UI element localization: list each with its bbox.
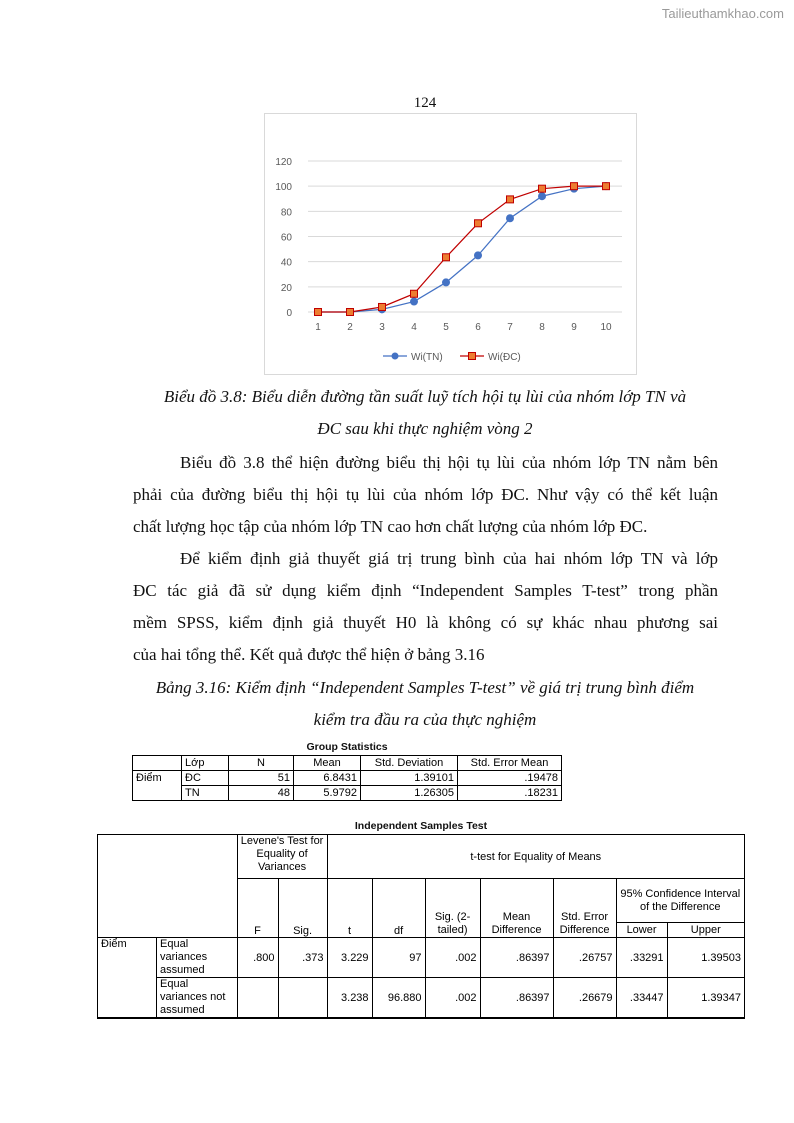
col-t: t xyxy=(327,879,372,938)
x-tick-label: 6 xyxy=(475,322,481,333)
ci-header: 95% Confidence Interval of the Difference xyxy=(616,879,744,923)
group-stats-row-tn xyxy=(133,786,562,801)
cell-se-diff: .26757 xyxy=(553,938,616,978)
group-stats-row-label: Điểm xyxy=(133,771,182,786)
y-tick-label: 60 xyxy=(280,232,292,244)
figure-caption xyxy=(120,381,730,445)
series-point-0 xyxy=(475,252,482,259)
col-sig: Sig. xyxy=(278,879,327,938)
ind-test-row-not-assumed-label: Equal variances not assumed xyxy=(157,978,238,1019)
series-point-1 xyxy=(507,196,514,203)
cell-lower: .33447 xyxy=(616,978,667,1019)
col-upper: Upper xyxy=(667,923,744,938)
cell-upper: 1.39503 xyxy=(667,938,744,978)
group-stats-header-se: Std. Error Mean xyxy=(458,756,562,771)
levene-header: Levene's Test for Equality of Variances xyxy=(237,835,327,879)
cell-df: 96.880 xyxy=(372,978,425,1019)
group-stats-header-lop: Lớp xyxy=(182,756,229,771)
group-stats-cell-sd: 1.39101 xyxy=(361,771,458,786)
paragraph-2-line4: của hai tổng thể. Kết quả được thể hiện ở bảng 3.16 xyxy=(133,645,485,664)
x-tick-label: 1 xyxy=(315,322,321,333)
ind-test-row-not-assumed xyxy=(98,978,745,1019)
legend-marker xyxy=(469,353,476,360)
figure-caption-line2: ĐC sau khi thực nghiệm vòng 2 xyxy=(317,419,533,438)
ind-test-title: Independent Samples Test xyxy=(354,820,488,832)
cell-t: 3.238 xyxy=(327,978,372,1019)
group-stats-cell-se: .19478 xyxy=(458,771,562,786)
series-point-1 xyxy=(379,303,386,310)
ind-test-header-row-1 xyxy=(98,835,745,879)
cell-sig xyxy=(278,978,327,1019)
paragraph-1-line3: chất lượng học tập của nhóm lớp TN cao hơn chất lượng của nhóm lớp ĐC. xyxy=(133,517,648,536)
group-stats-title: Group Statistics xyxy=(306,741,388,753)
cell-sig2: .002 xyxy=(425,978,480,1019)
y-tick-label: 20 xyxy=(280,282,292,294)
paragraph-1-line1: Biểu đồ 3.8 thể hiện đường biểu thị hội tụ lùi của nhóm lớp TN nằm bên xyxy=(180,453,718,472)
figure-caption-line1: Biểu đồ 3.8: Biểu diễn đường tần suất luỹ tích hội tụ lùi của nhóm lớp TN và xyxy=(163,387,687,406)
y-tick-label: 80 xyxy=(280,207,292,219)
x-tick-label: 8 xyxy=(539,322,545,333)
x-tick-label: 3 xyxy=(379,322,385,333)
paragraph-2-line2: ĐC tác giả đã sử dụng kiểm định “Independent Samples T-test” trong phần xyxy=(133,581,718,600)
group-stats-cell-mean: 5.9792 xyxy=(294,786,361,801)
cell-upper: 1.39347 xyxy=(667,978,744,1019)
cell-t: 3.229 xyxy=(327,938,372,978)
col-lower: Lower xyxy=(616,923,667,938)
cell-se-diff: .26679 xyxy=(553,978,616,1019)
cell-sig: .373 xyxy=(278,938,327,978)
table-caption-line1: Bảng 3.16: Kiểm định “Independent Samples T-test” về giá trị trung bình điểm xyxy=(155,678,695,697)
series-point-0 xyxy=(507,215,514,222)
legend-label: Wi(TN) xyxy=(411,352,443,363)
x-tick-label: 2 xyxy=(347,322,353,333)
cell-mean-diff: .86397 xyxy=(480,978,553,1019)
paragraph-2-line3: mềm SPSS, kiểm định giả thuyết H0 là không có sự khác nhau phương sai xyxy=(133,613,718,632)
x-tick-label: 4 xyxy=(411,322,417,333)
chart-svg xyxy=(265,114,636,374)
cell-f: .800 xyxy=(237,938,278,978)
table-caption-line2: kiểm tra đầu ra của thực nghiệm xyxy=(313,710,537,729)
line-chart xyxy=(264,113,637,375)
cell-df: 97 xyxy=(372,938,425,978)
col-mean-diff: Mean Difference xyxy=(480,879,553,938)
y-tick-label: 100 xyxy=(275,182,292,194)
group-stats-cell-lop: TN xyxy=(182,786,229,801)
ind-test-row-label-empty xyxy=(98,978,157,1019)
watermark: Tailieuthamkhao.com xyxy=(661,6,784,21)
series-point-0 xyxy=(539,193,546,200)
ind-test-row-assumed xyxy=(98,938,745,978)
table-caption xyxy=(120,672,730,736)
group-stats-cell-lop: ĐC xyxy=(182,771,229,786)
group-stats-row-dc xyxy=(133,771,562,786)
group-stats-header-row xyxy=(133,756,562,771)
y-tick-label: 0 xyxy=(286,308,292,319)
group-stats-header-n: N xyxy=(229,756,294,771)
cell-sig2: .002 xyxy=(425,938,480,978)
series-line-1 xyxy=(318,186,606,312)
series-point-1 xyxy=(571,183,578,190)
series-point-1 xyxy=(539,185,546,192)
col-df: df xyxy=(372,879,425,938)
cell-lower: .33291 xyxy=(616,938,667,978)
group-stats-cell-se: .18231 xyxy=(458,786,562,801)
paragraph-1-line2: phải của đường biểu thị hội tụ lùi của nhóm lớp ĐC. Như vậy có thể kết luận xyxy=(133,485,718,504)
group-stats-cell-mean: 6.8431 xyxy=(294,771,361,786)
paragraph-1 xyxy=(133,447,718,543)
series-point-1 xyxy=(411,290,418,297)
col-sig2: Sig. (2-tailed) xyxy=(425,879,480,938)
group-stats-cell-sd: 1.26305 xyxy=(361,786,458,801)
legend-marker xyxy=(392,353,399,360)
ind-test-table xyxy=(97,834,745,1019)
ind-test-corner xyxy=(98,835,238,938)
y-tick-label: 120 xyxy=(275,157,292,168)
group-stats-header-mean: Mean xyxy=(294,756,361,771)
series-point-1 xyxy=(315,309,322,316)
cell-mean-diff: .86397 xyxy=(480,938,553,978)
group-stats-row-label-empty xyxy=(133,786,182,801)
x-tick-label: 5 xyxy=(443,322,449,333)
x-tick-label: 9 xyxy=(571,322,577,333)
y-tick-label: 40 xyxy=(280,257,292,269)
legend-label: Wi(ĐC) xyxy=(488,352,521,363)
series-point-1 xyxy=(347,309,354,316)
col-f: F xyxy=(237,879,278,938)
group-stats-cell-n: 48 xyxy=(229,786,294,801)
page-number: 124 xyxy=(413,95,437,111)
ind-test-row-assumed-label: Equal variances assumed xyxy=(157,938,238,978)
cell-f xyxy=(237,978,278,1019)
group-stats-cell-n: 51 xyxy=(229,771,294,786)
series-point-0 xyxy=(443,279,450,286)
x-tick-label: 10 xyxy=(600,322,612,333)
group-stats-header-sd: Std. Deviation xyxy=(361,756,458,771)
series-point-0 xyxy=(411,298,418,305)
paragraph-2 xyxy=(133,543,718,671)
group-stats-table xyxy=(132,755,562,801)
x-tick-label: 7 xyxy=(507,322,513,333)
series-point-1 xyxy=(475,220,482,227)
col-se-diff: Std. Error Difference xyxy=(553,879,616,938)
series-line-0 xyxy=(318,186,606,312)
group-stats-corner xyxy=(133,756,182,771)
series-point-1 xyxy=(443,254,450,261)
ind-test-row-label: Điểm xyxy=(98,938,157,978)
ttest-header: t-test for Equality of Means xyxy=(327,835,744,879)
paragraph-2-line1: Để kiểm định giả thuyết giá trị trung bình của hai nhóm lớp TN và lớp xyxy=(180,549,718,568)
series-point-1 xyxy=(603,183,610,190)
